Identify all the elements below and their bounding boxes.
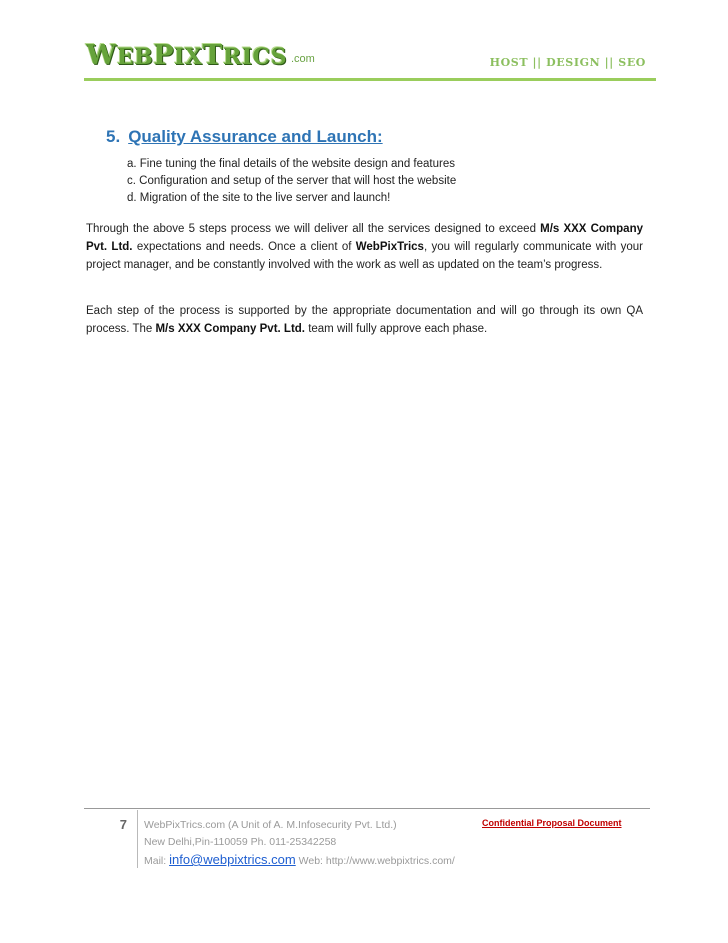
company-name: M/s XXX Company Pvt. Ltd. [155, 323, 305, 335]
footer-page-box [84, 810, 138, 868]
footer-divider [84, 808, 650, 809]
page-header [84, 36, 656, 78]
text-run: Through the above 5 steps process we will deliver all the services designed to exceed [86, 223, 541, 235]
list-item: d. Migration of the site to the live server and launch! [127, 192, 391, 204]
text-run: expectations and needs. Once a client of [132, 241, 356, 253]
footer-contact-line [144, 851, 455, 870]
webpixtrics-logo [86, 40, 315, 72]
process-paragraph [86, 302, 643, 338]
section-items [127, 156, 456, 207]
logo-wordmark: WEBPIXTRICS [86, 40, 287, 71]
section-title: Quality Assurance and Launch: [128, 127, 383, 146]
section-number: 5. [106, 127, 121, 146]
brand-name: WebPixTrics [355, 241, 424, 253]
footer-contact [144, 817, 455, 870]
email-link[interactable]: info@webpixtrics.com [169, 852, 296, 867]
mail-label: Mail: [144, 855, 170, 867]
company-name: M/s XXX Company Pvt. Ltd. [86, 223, 644, 253]
summary-paragraph [86, 220, 643, 274]
text-run: , you will regularly communicate with your project manager, and be constantly involved with the work as well as updated on the team’s progress. [86, 241, 643, 271]
footer-address-line: New Delhi,Pin-110059 Ph. 011-25342258 [144, 836, 337, 848]
text-run: Each step of the process is supported by the appropriate documentation and will go through its own QA process. The [86, 305, 643, 335]
list-item: a. Fine tuning the final details of the website design and features [127, 158, 455, 170]
header-tagline: HOST || DESIGN || SEO [489, 56, 646, 69]
logo-suffix: .com [290, 53, 315, 65]
page-number: 7 [119, 817, 127, 832]
list-item: c. Configuration and setup of the server that will host the website [127, 175, 457, 187]
header-divider [84, 78, 656, 81]
confidential-label: Confidential Proposal Document [482, 818, 622, 828]
text-run: team will fully approve each phase. [305, 323, 488, 335]
section-heading [106, 127, 383, 147]
footer-company-line: WebPixTrics.com (A Unit of A. M.Infosecurity Pvt. Ltd.) [144, 819, 397, 831]
web-label: Web: http://www.webpixtrics.com/ [295, 855, 455, 867]
